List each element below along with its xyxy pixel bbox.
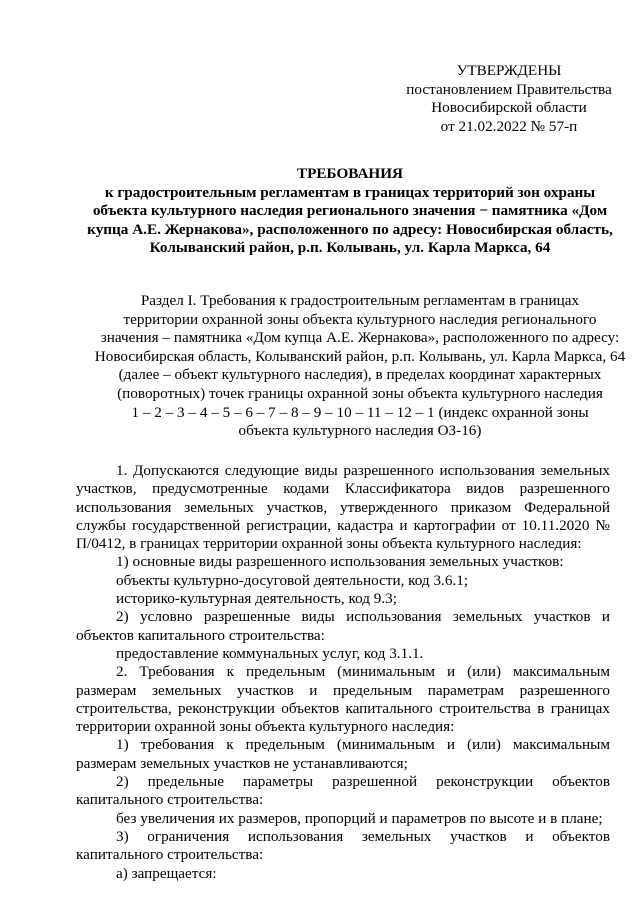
title-line: купца А.Е. Жернакова», расположенного по адресу: Новосибирская область, — [87, 220, 613, 238]
document-body — [76, 462, 610, 883]
title-heading: ТРЕБОВАНИЯ — [296, 165, 404, 182]
approval-line: постановлением Правительства — [406, 80, 612, 98]
section-heading — [86, 292, 634, 441]
paragraph: объекты культурно-досуговой деятельности, код 3.6.1; — [116, 571, 469, 589]
section-line: (поворотных) точек границы охранной зоны объекта культурного наследия — [117, 384, 603, 402]
section-line: значения – памятника «Дом купца А.Е. Жернакова», расположенного по адресу: — [100, 329, 620, 347]
paragraph: 3) ограничения использования земельных участков и объектов капитального строительства: — [76, 827, 610, 864]
paragraph: 2) предельные параметры разрешенной реконструкции объектов капитального строительства: — [76, 773, 610, 809]
paragraph: а) запрещается: — [116, 864, 217, 882]
document-title — [70, 165, 630, 258]
paragraph: историко-культурная деятельность, код 9.3; — [116, 590, 397, 608]
paragraph: предоставление коммунальных услуг, код 3.1.1. — [116, 644, 424, 662]
paragraph: 2) условно разрешенные виды использования земельных участков и объектов капитального строительства: — [76, 608, 610, 644]
approval-date: от 21.02.2022 № 57-п — [440, 117, 578, 135]
paragraph: 1. Допускаются следующие виды разрешенного использования земельных участков, предусмотренные кодами Классификатора видов разрешенного использования земельных участков, утвержденного приказом Федеральной службы государственной регистрации, кадастра и картографии от 10.11.2020 № П/0412, в границах территории охранной зоны объекта культурного наследия: — [76, 462, 610, 553]
title-line: объекта культурного наследия регионального значения − памятника «Дом — [92, 202, 608, 220]
paragraph: без увеличения их размеров, пропорций и параметров по высоте и в плане; — [116, 809, 603, 827]
section-line: Раздел I. Требования к градостроительным регламентам в границах — [140, 292, 580, 309]
approval-heading: УТВЕРЖДЕНЫ — [456, 62, 562, 79]
approval-stamp — [400, 62, 618, 136]
section-line: территории охранной зоны объекта культурного наследия регионального — [123, 310, 597, 328]
paragraph: 1) основные виды разрешенного использования земельных участков: — [116, 553, 564, 571]
section-line: (далее – объект культурного наследия), в пределах координат характерных — [118, 366, 602, 384]
approval-line: Новосибирской области — [431, 99, 587, 116]
paragraph: 2. Требования к предельным (минимальным и (или) максимальным размерам земельных участков и предельным параметрам разрешенного строительства, реконструкции объектов капитального строительства в границах территории охранной зоны объекта культурного наследия: — [76, 663, 610, 736]
title-line: к градостроительным регламентам в границах территорий зон охраны — [104, 183, 596, 201]
section-line: 1 – 2 – 3 – 4 – 5 – 6 – 7 – 8 – 9 – 10 – 11 – 12 – 1 (индекс охранной зоны — [131, 403, 589, 421]
paragraph: 1) требования к предельным (минимальным и (или) максимальным размерам земельных участков не устанавливаются; — [76, 736, 610, 772]
title-line: Колыванский район, р.п. Колывань, ул. Карла Маркса, 64 — [149, 239, 551, 257]
section-line: Новосибирская область, Колыванский район, р.п. Колывань, ул. Карла Маркса, 64 — [94, 347, 626, 365]
section-line: объекта культурного наследия ОЗ-16) — [238, 422, 482, 440]
